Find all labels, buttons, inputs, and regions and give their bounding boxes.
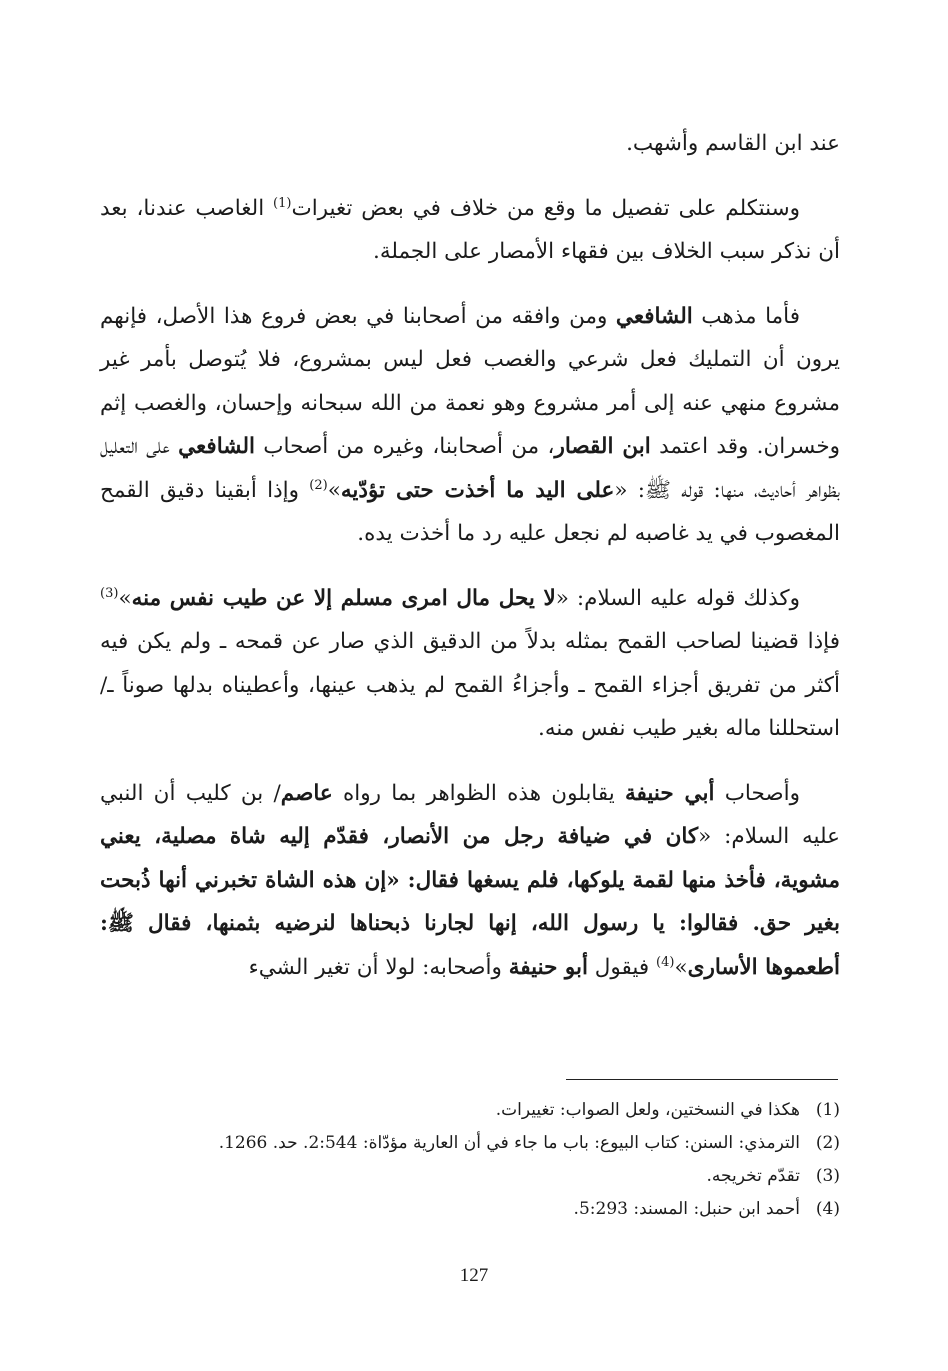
text-run: ، من أصحابنا، وغيره من أصحاب [254, 434, 555, 459]
text-run: عند ابن القاسم وأشهب. [626, 131, 840, 156]
footnote-ref: (4) [656, 954, 675, 970]
footnote-number: (2) [815, 1133, 840, 1153]
bold-text: الشافعي [615, 303, 693, 329]
footnote-number: (1) [815, 1100, 840, 1120]
page-number: 127 [459, 1265, 489, 1286]
footnotes [100, 1095, 840, 1227]
footnote [100, 1161, 840, 1191]
text-run: يقابلون هذه الظواهر بما رواه [332, 780, 625, 806]
bold-text: أبو حنيفة [508, 954, 588, 980]
bold-text: أبي حنيفة [624, 780, 715, 806]
text-run: وأصحابه: لولا أن تغير الشيء [248, 954, 509, 980]
footnote-ref: (2) [309, 477, 328, 493]
bold-text: عاصم [280, 780, 333, 806]
footnote-separator [566, 1079, 838, 1080]
text-run: وإذا أبقينا دقيق القمح المغصوب في يد غاصبه لم نجعل عليه رد ما أخذت يده. [100, 477, 840, 546]
footnote-number: (3) [815, 1166, 840, 1186]
text-run: ومن وافقه من أصحابنا في بعض فروع هذا الأصل، فإنهم يرون أن التمليك فعل شرعي والغصب فعل ليس بمشروع، فلا يُتوصل بأمر غير مشروع منهي عنه إلى أمر مشروع وهو نعمة من الله سبحانه وإحسان، والغصب إثم وخسران. وقد اعتمد [100, 303, 840, 459]
paragraph [100, 295, 840, 556]
bold-text: على اليد ما أخذت حتى تؤدّيه [340, 477, 615, 503]
footnote-text: هكذا في النسختين، ولعل الصواب: تغييرات. [495, 1100, 800, 1120]
paragraph [100, 772, 840, 990]
text-run: فأما مذهب [692, 303, 800, 329]
paragraph [100, 577, 840, 751]
text-run: » [674, 954, 688, 980]
footnote-text: الترمذي: السنن: كتاب البيوع: باب ما جاء في أن العارية مؤدّاة: 2:544. حد. 1266. [218, 1133, 800, 1153]
text-run: وكذلك قوله عليه السلام: « [555, 585, 800, 611]
bold-text: الشافعي [178, 434, 255, 459]
text-run: فيقول [587, 954, 657, 980]
footnote [100, 1095, 840, 1125]
text-run: / بن كليب أن النبي عليه السلام: « [100, 780, 840, 849]
text-run: وأصحاب [714, 780, 800, 806]
text-run: فإذا قضينا لصاحب القمح بمثله بدلاً من الدقيق الذي صار عن قمحه ـ ولم يكن فيه أكثر من تفريق أجزاء القمح ـ وأجزاءُ القمح لم يذهب عينها، وأعطيناه بدلها صوناً ـ/ استحللنا ماله بغير طيب نفس منه. [100, 629, 840, 741]
footnote [100, 1128, 840, 1158]
footnote-text: أحمد ابن حنبل: المسند: 5:293. [573, 1199, 800, 1219]
bold-text: ابن القصار [554, 434, 651, 459]
footnote-ref: (1) [273, 195, 292, 211]
footnote [100, 1194, 840, 1224]
paragraph [100, 122, 840, 166]
bold-text: لا يحل مال امرى مسلم إلا عن طيب نفس منه [131, 585, 556, 611]
footnote-ref: (3) [100, 585, 119, 601]
paragraph [100, 187, 840, 274]
text-run: » [118, 585, 132, 611]
text-run: الغاصب عندنا، بعد أن نذكر سبب الخلاف بين فقهاء الأمصار على الجملة. [100, 195, 840, 264]
text-run: وسنتكلم على تفصيل ما وقع من خلاف في بعض تغيرات [291, 195, 800, 221]
footnote-number: (4) [815, 1199, 840, 1219]
text-run: على التعليل بظواهر أحاديث، منها: قوله ﷺ: « [100, 434, 840, 503]
text-run: » [327, 477, 341, 503]
footnote-text: تقدّم تخريجه. [706, 1166, 800, 1186]
bold-text: كان في ضيافة رجل من الأنصار، فقدّم إليه شاة مصلية، يعني مشوية، فأخذ منها لقمة يلوكها، فلم يسغها فقال: «إن هذه الشاة تخبرني أنها ذُبحت بغير حق. فقالوا: يا رسول الله، إنها لجارنا ذبحناها لنرضيه بثمنها، فقال ﷺ: أطعموها الأسارى [100, 824, 840, 980]
body-text [100, 122, 840, 1010]
